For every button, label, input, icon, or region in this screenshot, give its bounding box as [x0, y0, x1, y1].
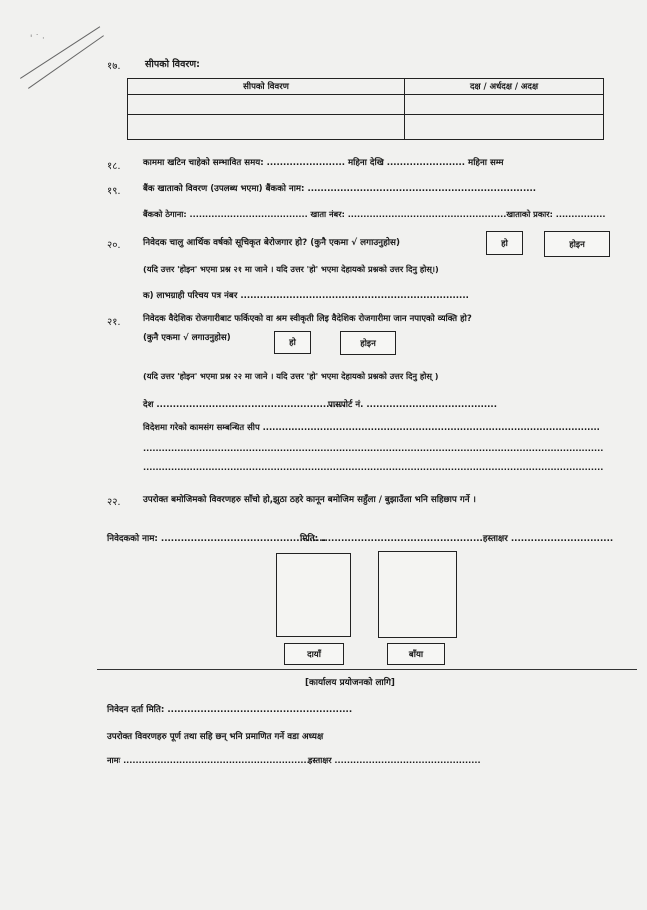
table-row — [128, 95, 604, 115]
office-use-title: [कार्यालय प्रयोजनको लागि] — [305, 678, 395, 688]
section-20-number: २०. — [107, 240, 121, 251]
country-line[interactable]: देश .......................................................... — [143, 400, 346, 410]
skill-table-header-description: सीपको विवरण — [128, 79, 405, 95]
chair-name-line[interactable]: नामः .............................................................. — [107, 755, 316, 765]
passport-line[interactable]: पासपोर्ट नं. ........................................ — [328, 400, 497, 410]
blank-line[interactable]: .................................................................................................................................................... — [143, 443, 604, 453]
divider — [97, 669, 637, 670]
skill-level-cell[interactable] — [405, 115, 604, 140]
registration-date-line[interactable]: निवेदन दर्ता मिति: ........................................................ — [107, 705, 353, 715]
applicant-date-signature-line[interactable]: मिति: .................................................हस्ताक्षर ............................... — [300, 534, 614, 544]
yes-checkbox[interactable]: हो — [486, 231, 523, 255]
blank-line[interactable]: .................................................................................................................................................... — [143, 462, 604, 472]
section-22-number: २२. — [107, 497, 121, 508]
skill-level-cell[interactable] — [405, 95, 604, 115]
table-row — [128, 115, 604, 140]
certification-text: उपरोक्त विवरणहरु पूर्ण तथा सहि छन् भनि प्रमाणित गर्ने वडा अध्यक्ष — [107, 732, 324, 742]
section-19-number: १९. — [107, 186, 121, 197]
right-thumb-label: दायाँ — [284, 643, 344, 665]
yes-checkbox[interactable]: हो — [274, 331, 311, 354]
section-21-number: २१. — [107, 317, 121, 328]
section-20-note: (यदि उत्तर 'होइन' भएमा प्रश्न २१ मा जाने । यदि उत्तर 'हो' भएमा देहायको प्रश्नको उत्तर दिनु होस्।) — [143, 264, 439, 274]
section-21-question: निवेदक वैदेशिक रोजगारीबाट फर्किएको वा श्रम स्वीकृती लिइ वैदेशिक रोजगारीमा जान नपाएको व्यक्ति हो? — [143, 314, 472, 324]
section-21-note: (यदि उत्तर 'होइन' भएमा प्रश्न २२ मा जाने । यदि उत्तर 'हो' भएमा देहायको प्रश्नको उत्तर दिनु होस् ) — [143, 371, 439, 381]
no-checkbox[interactable]: होइन — [544, 231, 610, 257]
left-thumbprint-box[interactable] — [378, 551, 457, 638]
beneficiary-id-line[interactable]: क) लाभग्राही परिचय पत्र नंबर ...................................................................... — [143, 291, 469, 301]
section-21-instruction: (कुनै एकमा √ लगाउनुहोस) — [143, 333, 231, 343]
declaration-text: उपरोक्त बमोजिमको विवरणहरु साँचो हो,झुठा ठहरे कानून बमोजिम सहुँला / बुझाउँला भनि सहिछाप गर्ने । — [143, 495, 476, 505]
left-thumb-label: बाँया — [387, 643, 445, 665]
applicant-name-line[interactable]: निवेदकको नाम: .................................................. — [107, 534, 326, 544]
skill-table-header-level: दक्ष / अर्धदक्ष / अदक्ष — [405, 79, 604, 95]
skill-abroad-line[interactable]: विदेशमा गरेको कामसंग सम्बन्धित सीप .......................................................................................................... — [143, 422, 600, 432]
bank-address-line[interactable]: बैंकको ठेगाना: ...................................... खाता नंबर: ...................................................खाताको प्रकार: ................ — [143, 209, 606, 219]
section-17-title: सीपको विवरण: — [145, 59, 200, 70]
section-18-text[interactable]: काममा खटिन चाहेको सम्भावित समय: ........................ महिना देखि ........................ महिना सम्म — [143, 158, 504, 168]
skill-cell[interactable] — [128, 115, 405, 140]
section-20-question: निवेदक चालु आर्थिक वर्षको सूचिकृत बेरोजगार हो? (कुनै एकमा √ लगाउनुहोस) — [143, 238, 400, 248]
chair-signature-line[interactable]: हस्ताक्षर ............................................... — [308, 755, 481, 765]
no-checkbox[interactable]: होइन — [340, 331, 396, 355]
corner-smudge: ' ˙ · — [30, 34, 45, 44]
right-thumbprint-box[interactable] — [276, 553, 351, 637]
skill-cell[interactable] — [128, 95, 405, 115]
skill-table — [127, 78, 604, 140]
section-17-number: १७. — [107, 61, 121, 72]
section-18-number: १८. — [107, 161, 121, 172]
bank-name-line[interactable]: बैंक खाताको विवरण (उपलब्ध भएमा) बैंकको नाम: ...................................................................... — [143, 184, 537, 194]
